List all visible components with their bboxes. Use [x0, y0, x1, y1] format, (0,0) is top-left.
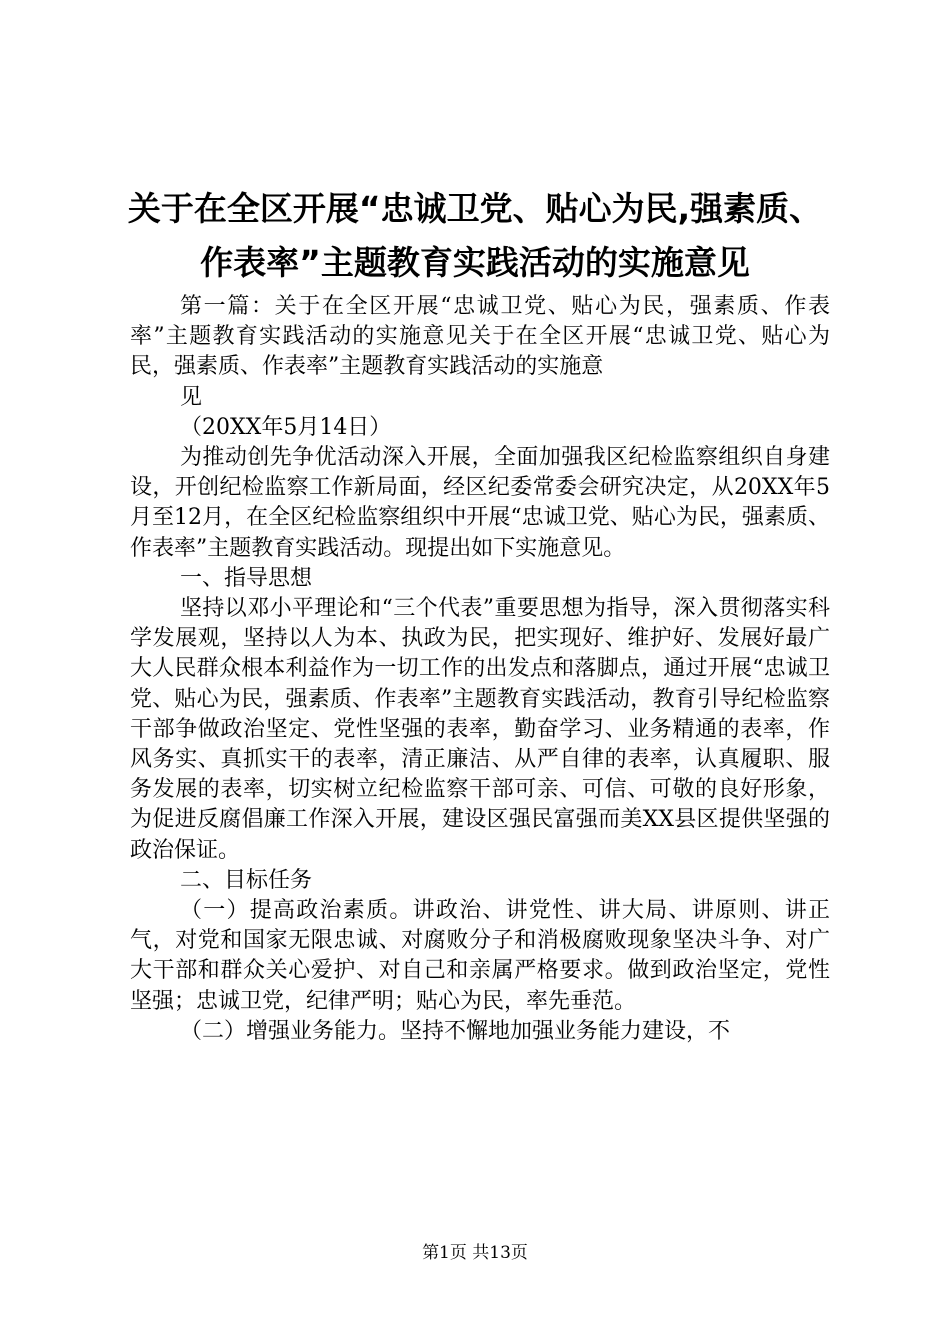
paragraph-goal-2: （二）增强业务能力。坚持不懈地加强业务能力建设，不	[180, 1018, 731, 1044]
paragraph-guiding-thought: 坚持以邓小平理论和“三个代表”重要思想为指导，深入贯彻落实科学发展观，坚持以人为本、执政为民，把实现好、维护好、发展好最广大人民群众根本利益作为一切工作的出发点和落脚点，通过开展“忠诚卫党、贴心为民，强素质、作表率”主题教育实践活动，教育引导纪检监察干部争做政治坚定、党性坚强的表率，勤奋学习、业务精通的表率，作风务实、真抓实干的表率，清正廉洁、从严自律的表率，认真履职、服务发展的表率，切实树立纪检监察干部可亲、可信、可敬的良好形象，为促进反腐倡廉工作深入开展，建设区强民富强而美XX县区提供坚强的政治保证。	[130, 596, 830, 863]
document-body	[130, 292, 830, 1047]
page-footer: 第1页 共13页	[422, 1243, 528, 1263]
paragraph-purpose: 为推动创先争优活动深入开展，全面加强我区纪检监察组织自身建设，开创纪检监察工作新局面，经区纪委常委会研究决定，从20XX年5月至12月，在全区纪检监察组织中开展“忠诚卫党、贴心为民，强素质、作表率”主题教育实践活动。现提出如下实施意见。	[130, 445, 830, 561]
paragraph-intro-cont: 见	[180, 384, 203, 410]
section-heading-goals: 二、目标任务	[180, 867, 313, 893]
paragraph-date: （20XX年5月14日）	[180, 414, 392, 440]
section-heading-guiding-thought: 一、指导思想	[180, 565, 313, 591]
paragraph-intro: 第一篇：关于在全区开展“忠诚卫党、贴心为民，强素质、作表率”主题教育实践活动的实施意见关于在全区开展“忠诚卫党、贴心为民，强素质、作表率”主题教育实践活动的实施意	[130, 294, 830, 380]
paragraph-goal-1: （一）提高政治素质。讲政治、讲党性、讲大局、讲原则、讲正气，对党和国家无限忠诚、对腐败分子和消极腐败现象坚决斗争、对广大干部和群众关心爱护、对自己和亲属严格要求。做到政治坚定，党性坚强；忠诚卫党，纪律严明；贴心为民，率先垂范。	[130, 898, 830, 1014]
document-title: 关于在全区开展“忠诚卫党、贴心为民,强素质、作表率”主题教育实践活动的实施意见	[127, 189, 823, 282]
